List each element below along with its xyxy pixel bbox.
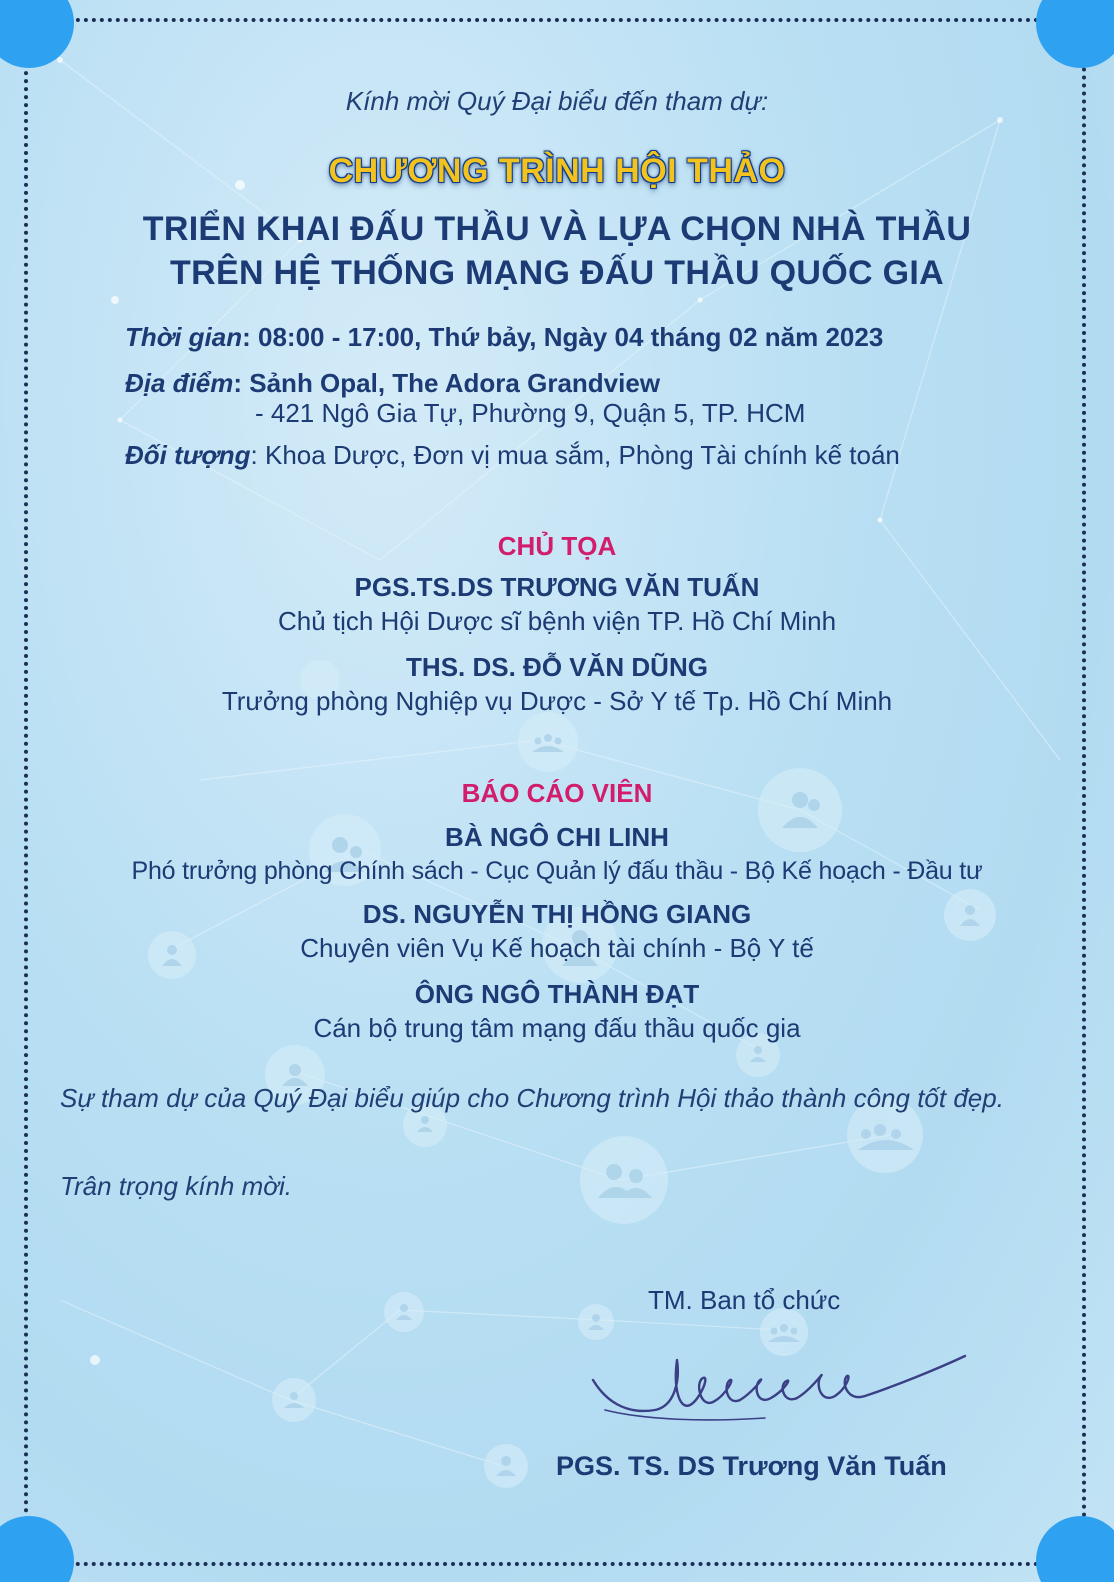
corner-circle-top-left: [0, 0, 74, 68]
corner-circle-bottom-left: [0, 1516, 74, 1582]
event-title-line-1: TRIỂN KHAI ĐẤU THẦU VÀ LỰA CHỌN NHÀ THẦU: [142, 210, 972, 248]
chair-role: Trưởng phòng Nghiệp vụ Dược - Sở Y tế Tp. Hồ Chí Minh: [221, 686, 893, 716]
closing-regards: Trân trọng kính mời.: [60, 1171, 292, 1201]
closing-paragraph: Sự tham dự của Quý Đại biểu giúp cho Chương trình Hội thảo thành công tốt đẹp.: [60, 1083, 1004, 1113]
organizer-label: TM. Ban tổ chức: [648, 1285, 841, 1315]
speaker-name: DS. NGUYỄN THỊ HỒNG GIANG: [362, 899, 752, 929]
program-label: CHƯƠNG TRÌNH HỘI THẢO: [328, 152, 786, 190]
corner-circle-bottom-right: [1036, 1516, 1114, 1582]
speakers-heading: BÁO CÁO VIÊN: [461, 778, 653, 808]
place-value: : Sảnh Opal, The Adora Grandview: [233, 368, 661, 398]
event-time: [125, 322, 883, 353]
chair-name: THS. DS. ĐỖ VĂN DŨNG: [406, 652, 708, 682]
event-target: [125, 440, 900, 471]
invitation-line: Kính mời Quý Đại biểu đến tham dự:: [345, 86, 769, 116]
speaker-name: BÀ NGÔ CHI LINH: [445, 822, 669, 852]
signer-name: PGS. TS. DS Trương Văn Tuấn: [556, 1451, 947, 1481]
time-label: Thời gian: [125, 322, 243, 352]
place-address: - 421 Ngô Gia Tự, Phường 9, Quận 5, TP. HCM: [255, 398, 806, 428]
event-title-line-2: TRÊN HỆ THỐNG MẠNG ĐẤU THẦU QUỐC GIA: [170, 254, 944, 292]
event-place: [125, 368, 660, 399]
handwritten-signature: [585, 1340, 975, 1430]
place-label: Địa điểm: [125, 368, 234, 398]
corner-circle-top-right: [1036, 0, 1114, 68]
chair-role: Chủ tịch Hội Dược sĩ bệnh viện TP. Hồ Chí Minh: [277, 606, 837, 636]
target-label: Đối tượng: [125, 440, 251, 470]
speaker-role: Cán bộ trung tâm mạng đấu thầu quốc gia: [313, 1013, 801, 1043]
speaker-role: Chuyên viên Vụ Kế hoạch tài chính - Bộ Y tế: [300, 933, 814, 963]
target-value: : Khoa Dược, Đơn vị mua sắm, Phòng Tài chính kế toán: [250, 440, 900, 470]
time-value: : 08:00 - 17:00, Thứ bảy, Ngày 04 tháng 02 năm 2023: [242, 322, 884, 352]
speaker-role: Phó trưởng phòng Chính sách - Cục Quản lý đấu thầu - Bộ Kế hoạch - Đầu tư: [131, 857, 983, 885]
chairs-heading: CHỦ TỌA: [497, 531, 617, 561]
speaker-name: ÔNG NGÔ THÀNH ĐẠT: [414, 979, 700, 1009]
chair-name: PGS.TS.DS TRƯƠNG VĂN TUẤN: [354, 572, 760, 602]
